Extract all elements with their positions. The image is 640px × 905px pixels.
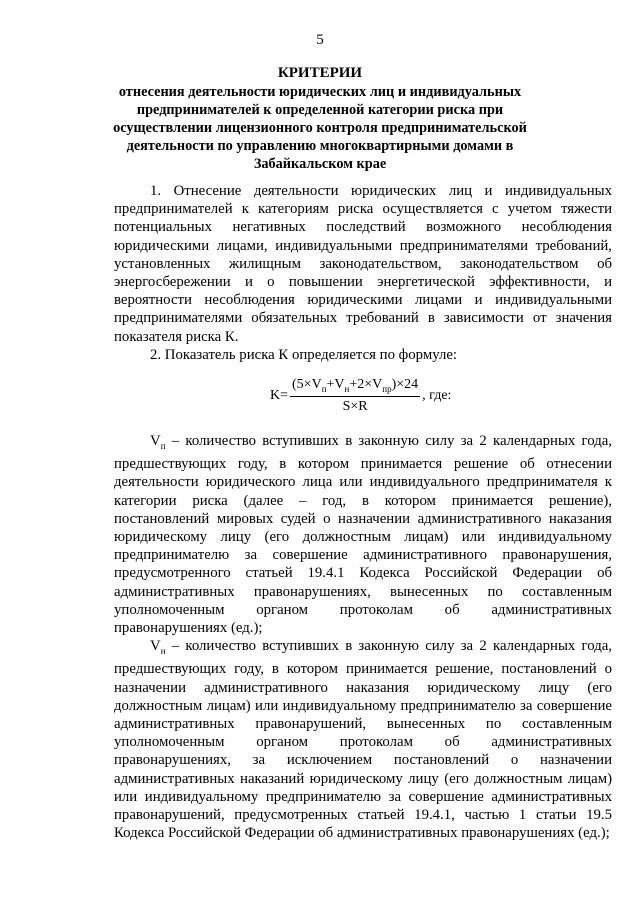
formula-plus2: +2×V (349, 377, 383, 393)
page-title: КРИТЕРИИ (277, 65, 363, 81)
formula-close: )×24 (391, 377, 419, 393)
paragraph-1: 1. Отнесение деятельности юридических лиц и индивидуальных предпринимателей к категориям риска осуществляется с учетом тяжести потенциальных негативных последствий возможного несоблюдения юридическими лицами, индивидуальными предпринимателями требований, установленных жилищным законодательством, законодательством об энергосбережении и о повышении энергетической эффективности, и вероятности несоблюдения юридическими лицами и индивидуальными предпринимателями обязательных требований в зависимости от значения показателя риска К. (114, 183, 612, 345)
risk-formula (270, 376, 451, 416)
page-number: 5 (316, 32, 324, 48)
formula-sub-pr: пр (382, 383, 392, 394)
formula-fraction (290, 377, 420, 415)
formula-lhs: K= (270, 388, 289, 403)
formula-numerator (290, 377, 420, 397)
formula-open: (5×V (292, 377, 322, 393)
paragraph-2: 2. Показатель риска К определяется по формуле: (150, 346, 458, 363)
title-block (105, 64, 535, 173)
body-text (114, 182, 612, 364)
definitions (114, 432, 612, 842)
formula-sub-p: п (321, 383, 327, 394)
vn-text: – количество вступивших в законную силу за 2 календарных года, предшествующих году, в котором принимается решение, постановлений о назначении административного наказания юридическому лицу (его должностным лицам) или индивидуальному предпринимателю за совершение административных правонарушений, вынесенных по составленным уполномоченным органом протоколам об административных правонарушениях, за исключением постановлений о назначении административных наказаний юридическому лицу (его должностным лицам) или индивидуальному предпринимателю за совершение административных правонарушений, предусмотренных статьей 19.4.1, частью 1 статьи 19.5 Кодекса Российской Федерации об административных правонарушениях (ед.); (114, 638, 612, 842)
formula-suffix: , где: (422, 388, 452, 403)
vp-symbol: V (150, 433, 161, 449)
page-subtitle: отнесения деятельности юридических лиц и индивидуальных предпринимателей к определенной категории риска при осуществлении лицензионного контроля предпринимательской деятельности по управлению многоквартирными домами в Забайкальском крае (113, 84, 527, 172)
formula-denominator: S×R (342, 398, 368, 414)
formula-plus1: +V (326, 377, 345, 393)
vp-subscript: п (160, 440, 166, 451)
definition-vn (114, 637, 612, 842)
vn-symbol: V (150, 638, 161, 655)
definition-vp (114, 432, 612, 637)
vp-text: – количество вступивших в законную силу за 2 календарных года, предшествующих году, в котором принимается решение об отнесении деятельности юридического лица или индивидуального предпринимателя к категории риска (далее – год, в котором принимается решение), постановлений мировых судей о назначении административного наказания юридическому лицу (его должностным лицам) или индивидуальному предпринимателю за совершение административного правонарушения, предусмотренного статьей 19.4.1 Кодекса Российской Федерации об административных правонарушениях, вынесенных по составленным уполномоченным органом протоколам об административных правонарушениях (ед.); (114, 433, 612, 636)
vn-subscript: н (160, 646, 166, 657)
formula-sub-n: н (344, 383, 350, 394)
